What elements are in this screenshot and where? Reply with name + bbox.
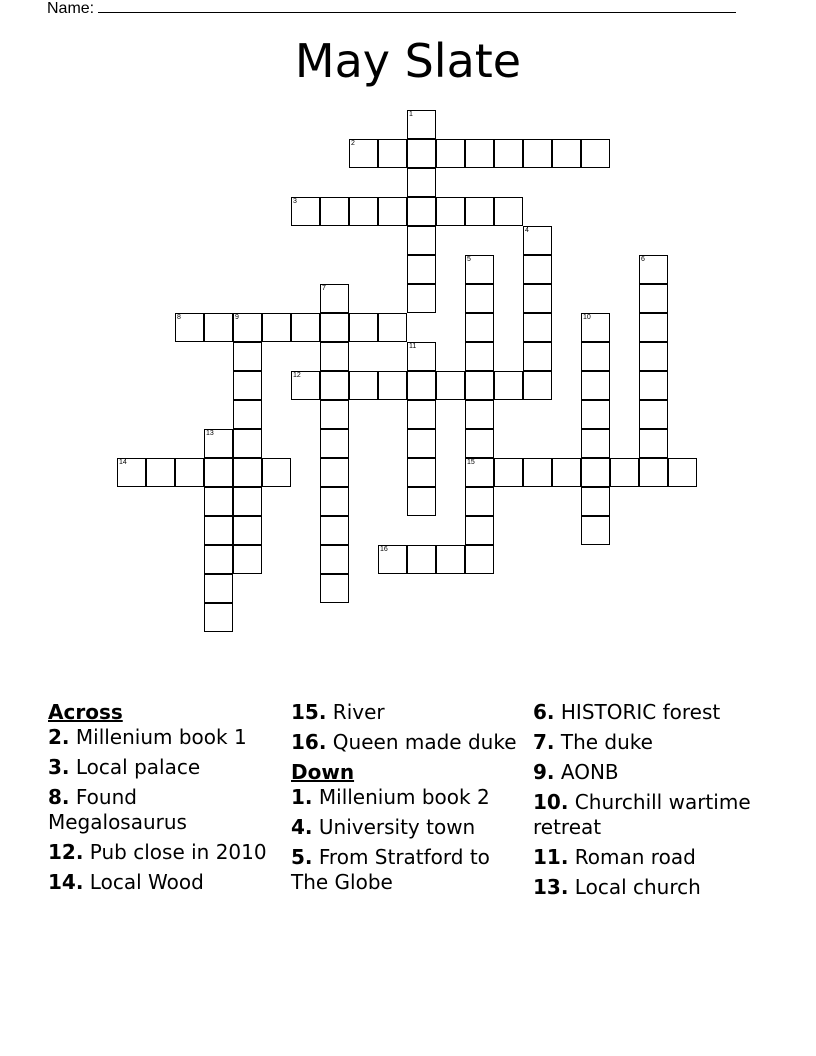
- grid-cell[interactable]: [320, 516, 349, 545]
- grid-cell[interactable]: [204, 545, 233, 574]
- grid-cell[interactable]: [639, 313, 668, 342]
- grid-cell[interactable]: [407, 458, 436, 487]
- grid-cell[interactable]: [407, 545, 436, 574]
- down-clue: 4. University town: [291, 815, 476, 839]
- clue-number: 1: [409, 111, 413, 118]
- grid-cell[interactable]: [436, 197, 465, 226]
- clue-column-1: [48, 700, 278, 900]
- grid-cell[interactable]: [523, 342, 552, 371]
- grid-cell[interactable]: [407, 110, 436, 139]
- clue-number: 16: [380, 546, 388, 553]
- grid-cell[interactable]: [233, 371, 262, 400]
- grid-cell[interactable]: [465, 516, 494, 545]
- across-heading: Across: [48, 700, 123, 724]
- down-clue: 9. AONB: [533, 760, 619, 784]
- grid-cell[interactable]: [233, 487, 262, 516]
- grid-cell[interactable]: [494, 371, 523, 400]
- clue-number: 13: [206, 430, 214, 437]
- grid-cell[interactable]: [407, 255, 436, 284]
- grid-cell[interactable]: [349, 371, 378, 400]
- down-clue: 13. Local church: [533, 875, 701, 899]
- grid-cell[interactable]: [233, 313, 262, 342]
- grid-cell[interactable]: [465, 400, 494, 429]
- grid-cell[interactable]: [523, 226, 552, 255]
- grid-cell[interactable]: [320, 458, 349, 487]
- grid-cell[interactable]: [378, 545, 407, 574]
- grid-cell[interactable]: [378, 313, 407, 342]
- name-label: Name:: [47, 0, 95, 17]
- grid-cell[interactable]: [465, 139, 494, 168]
- grid-cell[interactable]: [581, 516, 610, 545]
- clue-number: 4: [525, 227, 529, 234]
- grid-cell[interactable]: [204, 516, 233, 545]
- grid-cell[interactable]: [291, 371, 320, 400]
- grid-cell[interactable]: [465, 545, 494, 574]
- grid-cell[interactable]: [436, 545, 465, 574]
- clue-number: 15: [467, 459, 475, 466]
- clue-number: 10: [583, 314, 591, 321]
- grid-cell[interactable]: [465, 284, 494, 313]
- grid-cell[interactable]: [378, 139, 407, 168]
- grid-cell[interactable]: [291, 313, 320, 342]
- grid-cell[interactable]: [175, 458, 204, 487]
- grid-cell[interactable]: [465, 342, 494, 371]
- clue-column-2: [291, 700, 519, 900]
- grid-cell[interactable]: [581, 458, 610, 487]
- grid-cell[interactable]: [581, 313, 610, 342]
- clue-number: 11: [409, 343, 417, 350]
- grid-cell[interactable]: [581, 429, 610, 458]
- across-clue: 8. Found Megalosaurus: [48, 785, 187, 834]
- grid-cell[interactable]: [552, 458, 581, 487]
- grid-cell[interactable]: [407, 342, 436, 371]
- clue-number: 7: [322, 285, 326, 292]
- grid-cell[interactable]: [407, 197, 436, 226]
- grid-cell[interactable]: [233, 429, 262, 458]
- clue-column-3: [533, 700, 803, 905]
- down-clue: 1. Millenium book 2: [291, 785, 490, 809]
- clue-number: 5: [467, 256, 471, 263]
- grid-cell[interactable]: [523, 139, 552, 168]
- grid-cell[interactable]: [407, 168, 436, 197]
- grid-cell[interactable]: [407, 487, 436, 516]
- across-clue: 14. Local Wood: [48, 870, 204, 894]
- grid-cell[interactable]: [494, 139, 523, 168]
- grid-cell[interactable]: [465, 255, 494, 284]
- grid-cell[interactable]: [204, 603, 233, 632]
- grid-cell[interactable]: [523, 371, 552, 400]
- grid-cell[interactable]: [639, 255, 668, 284]
- grid-cell[interactable]: [407, 139, 436, 168]
- grid-cell[interactable]: [639, 458, 668, 487]
- grid-cell[interactable]: [494, 458, 523, 487]
- grid-cell[interactable]: [320, 574, 349, 603]
- grid-cell[interactable]: [581, 139, 610, 168]
- grid-cell[interactable]: [233, 342, 262, 371]
- grid-cell[interactable]: [291, 197, 320, 226]
- grid-cell[interactable]: [320, 342, 349, 371]
- across-clue: 12. Pub close in 2010: [48, 840, 267, 864]
- grid-cell[interactable]: [639, 342, 668, 371]
- down-clue: 7. The duke: [533, 730, 653, 754]
- grid-cell[interactable]: [262, 458, 291, 487]
- clue-number: 12: [293, 372, 301, 379]
- grid-cell[interactable]: [320, 400, 349, 429]
- grid-cell[interactable]: [465, 197, 494, 226]
- grid-cell[interactable]: [204, 313, 233, 342]
- across-clue: 15. River: [291, 700, 385, 724]
- across-clue: 3. Local palace: [48, 755, 201, 779]
- grid-cell[interactable]: [407, 429, 436, 458]
- grid-cell[interactable]: [465, 429, 494, 458]
- grid-cell[interactable]: [320, 429, 349, 458]
- grid-cell[interactable]: [378, 197, 407, 226]
- grid-cell[interactable]: [639, 429, 668, 458]
- grid-cell[interactable]: [465, 458, 494, 487]
- grid-cell[interactable]: [407, 284, 436, 313]
- grid-cell[interactable]: [204, 458, 233, 487]
- down-clue: 10. Churchill wartime retreat: [533, 790, 751, 839]
- grid-cell[interactable]: [465, 487, 494, 516]
- grid-cell[interactable]: [349, 197, 378, 226]
- grid-cell[interactable]: [233, 545, 262, 574]
- grid-cell[interactable]: [233, 400, 262, 429]
- grid-cell[interactable]: [523, 313, 552, 342]
- grid-cell[interactable]: [436, 371, 465, 400]
- grid-cell[interactable]: [639, 400, 668, 429]
- grid-cell[interactable]: [320, 313, 349, 342]
- grid-cell[interactable]: [639, 371, 668, 400]
- down-clue: 5. From Stratford to The Globe: [291, 845, 490, 894]
- grid-cell[interactable]: [233, 458, 262, 487]
- grid-cell[interactable]: [320, 197, 349, 226]
- grid-cell[interactable]: [320, 545, 349, 574]
- grid-cell[interactable]: [581, 342, 610, 371]
- grid-cell[interactable]: [146, 458, 175, 487]
- grid-cell[interactable]: [262, 313, 291, 342]
- down-heading: Down: [291, 760, 355, 784]
- grid-cell[interactable]: [349, 139, 378, 168]
- grid-cell[interactable]: [320, 487, 349, 516]
- across-clue: 16. Queen made duke: [291, 730, 517, 754]
- clue-number: 2: [351, 140, 355, 147]
- grid-cell[interactable]: [378, 371, 407, 400]
- grid-cell[interactable]: [233, 516, 262, 545]
- down-clue: 6. HISTORIC forest: [533, 700, 721, 724]
- grid-cell[interactable]: [552, 139, 581, 168]
- grid-cell[interactable]: [581, 487, 610, 516]
- grid-cell[interactable]: [349, 313, 378, 342]
- grid-cell[interactable]: [204, 574, 233, 603]
- grid-cell[interactable]: [320, 284, 349, 313]
- clue-number: 9: [235, 314, 239, 321]
- down-clue: 11. Roman road: [533, 845, 696, 869]
- grid-cell[interactable]: [465, 371, 494, 400]
- grid-cell[interactable]: [204, 429, 233, 458]
- grid-cell[interactable]: [581, 400, 610, 429]
- grid-cell[interactable]: [436, 139, 465, 168]
- clue-number: 6: [641, 256, 645, 263]
- across-clue: 2. Millenium book 1: [48, 725, 247, 749]
- puzzle-title: May Slate: [294, 34, 522, 88]
- grid-cell[interactable]: [117, 458, 146, 487]
- grid-cell[interactable]: [523, 284, 552, 313]
- clue-number: 3: [293, 198, 297, 205]
- clue-number: 14: [119, 459, 127, 466]
- grid-cell[interactable]: [494, 197, 523, 226]
- grid-cell[interactable]: [407, 226, 436, 255]
- grid-cell[interactable]: [407, 400, 436, 429]
- grid-cell[interactable]: [320, 371, 349, 400]
- grid-cell[interactable]: [407, 371, 436, 400]
- clue-number: 8: [177, 314, 181, 321]
- grid-cell[interactable]: [639, 284, 668, 313]
- grid-cell[interactable]: [581, 371, 610, 400]
- grid-cell[interactable]: [523, 255, 552, 284]
- grid-cell[interactable]: [465, 313, 494, 342]
- grid-cell[interactable]: [610, 458, 639, 487]
- grid-cell[interactable]: [204, 487, 233, 516]
- grid-cell[interactable]: [668, 458, 697, 487]
- grid-cell[interactable]: [523, 458, 552, 487]
- grid-cell[interactable]: [175, 313, 204, 342]
